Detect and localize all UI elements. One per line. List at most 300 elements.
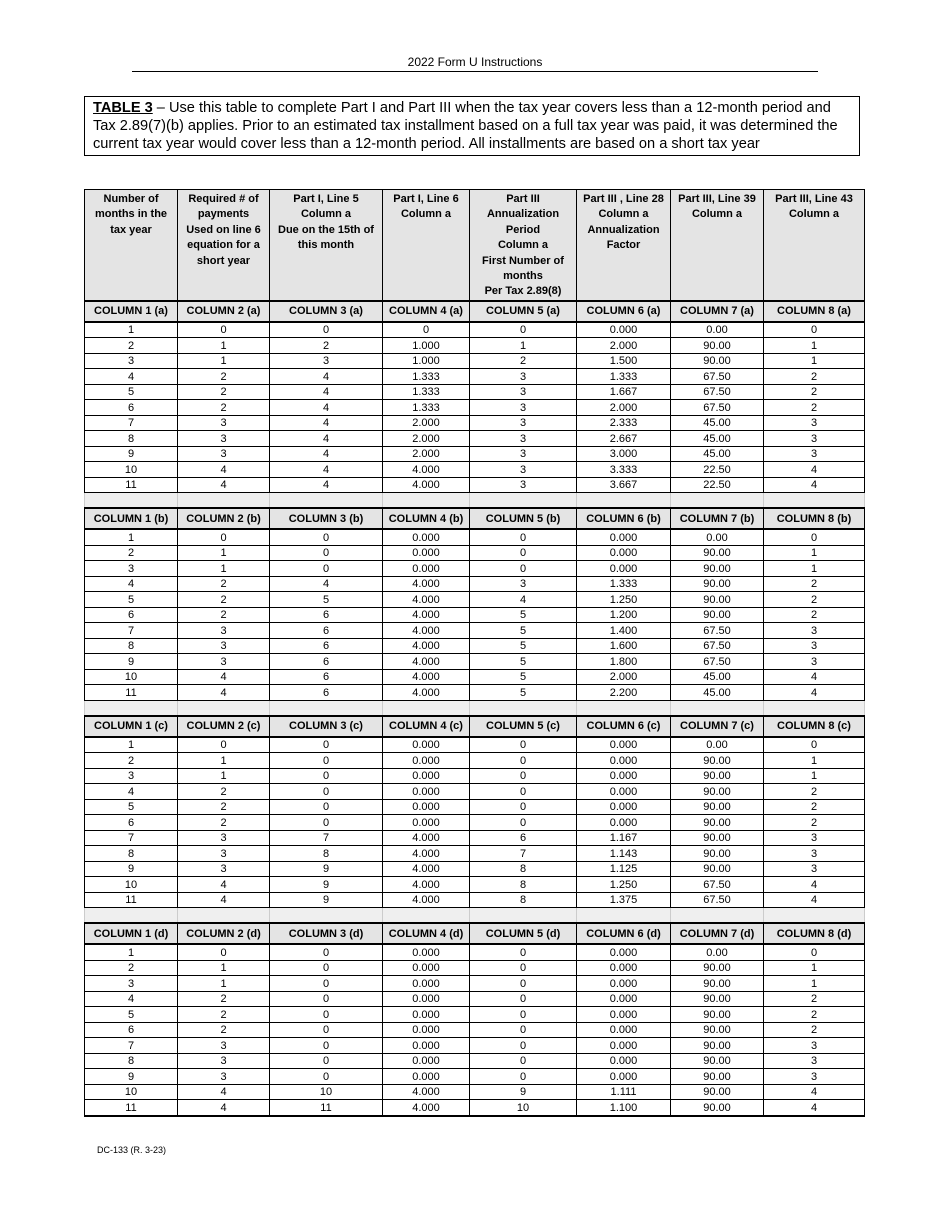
table-row [85, 607, 865, 623]
table-cell: 3 [85, 353, 178, 369]
table-cell: 3 [470, 576, 577, 592]
table-cell: 0.000 [577, 1069, 671, 1085]
table-cell: 0.00 [671, 737, 764, 753]
table-row [85, 400, 865, 416]
column-header-line: Part III, Line 39 [678, 193, 756, 205]
table-cell: 0 [270, 815, 383, 831]
table-cell: 2 [764, 991, 865, 1007]
spacer-cell [577, 700, 671, 716]
column-header-line: Annualization [587, 223, 660, 236]
table-cell: 2.000 [383, 446, 470, 462]
table-row [85, 685, 865, 701]
table-cell: 90.00 [671, 592, 764, 608]
table-cell: 2.000 [383, 415, 470, 431]
section-label-row [85, 508, 865, 529]
table-cell: 5 [85, 1007, 178, 1023]
table-row [85, 991, 865, 1007]
table-cell: 1 [764, 976, 865, 992]
table-cell: 2 [764, 1007, 865, 1023]
spacer-cell [85, 700, 178, 716]
table-cell: 4 [764, 892, 865, 908]
section-column-label: COLUMN 2 (b) [178, 508, 270, 529]
table-cell: 1.111 [577, 1084, 671, 1100]
table-cell: 45.00 [671, 685, 764, 701]
column-header-line: First Number of [482, 254, 564, 267]
table-row [85, 799, 865, 815]
table-cell: 1.400 [577, 623, 671, 639]
section-column-label: COLUMN 1 (a) [85, 301, 178, 322]
section-column-label: COLUMN 1 (c) [85, 716, 178, 737]
table-cell: 3 [764, 830, 865, 846]
table-cell: 90.00 [671, 545, 764, 561]
table-cell: 0.000 [383, 768, 470, 784]
column-header-line: Used on line 6 [186, 223, 261, 236]
table-row [85, 654, 865, 670]
table-cell: 3 [178, 623, 270, 639]
table-cell: 7 [270, 830, 383, 846]
table-cell: 1 [764, 960, 865, 976]
spacer-cell [178, 700, 270, 716]
table-row [85, 1100, 865, 1116]
table-cell: 0.000 [577, 322, 671, 338]
table-cell: 1 [85, 737, 178, 753]
table-cell: 2 [178, 799, 270, 815]
table-cell: 3 [764, 638, 865, 654]
table-cell: 3 [178, 1069, 270, 1085]
table-cell: 0 [470, 545, 577, 561]
table-cell: 1.200 [577, 607, 671, 623]
table-cell: 2.667 [577, 431, 671, 447]
table-row [85, 462, 865, 478]
table-row [85, 669, 865, 685]
column-header-line: Part III, Line 43 [775, 193, 853, 205]
table-cell: 6 [270, 623, 383, 639]
table-cell: 0.000 [577, 1053, 671, 1069]
table-cell: 1.125 [577, 861, 671, 877]
table-cell: 10 [85, 877, 178, 893]
table-cell: 1 [178, 976, 270, 992]
table-cell: 8 [470, 877, 577, 893]
table-cell: 3 [178, 654, 270, 670]
table-cell: 4 [270, 477, 383, 493]
table-row [85, 529, 865, 545]
table-3-wrapper [84, 189, 865, 1117]
table-row [85, 638, 865, 654]
table-cell: 0.00 [671, 529, 764, 545]
table-row [85, 545, 865, 561]
table-cell: 0.000 [383, 1053, 470, 1069]
section-column-label: COLUMN 8 (d) [764, 923, 865, 944]
column-header-line: Column a [400, 208, 452, 221]
table-cell: 8 [85, 846, 178, 862]
table-cell: 4.000 [383, 892, 470, 908]
table-cell: 5 [85, 799, 178, 815]
table-cell: 2.000 [383, 431, 470, 447]
table-cell: 4.000 [383, 462, 470, 478]
table-cell: 2 [178, 1007, 270, 1023]
section-column-label: COLUMN 4 (a) [383, 301, 470, 322]
section-label-row [85, 923, 865, 944]
table-cell: 6 [270, 654, 383, 670]
table-cell: 2 [85, 960, 178, 976]
table-cell: 4.000 [383, 638, 470, 654]
table-cell: 1 [470, 338, 577, 354]
table-cell: 0.000 [577, 960, 671, 976]
table-cell: 4.000 [383, 669, 470, 685]
table-cell: 0 [270, 1053, 383, 1069]
table-cell: 2 [764, 384, 865, 400]
table-cell: 5 [470, 685, 577, 701]
table-cell: 4 [270, 369, 383, 385]
column-header-line: months [503, 270, 543, 283]
table-cell: 90.00 [671, 1038, 764, 1054]
table-cell: 11 [85, 892, 178, 908]
table-cell: 10 [270, 1084, 383, 1100]
section-column-label: COLUMN 8 (c) [764, 716, 865, 737]
table-cell: 10 [85, 462, 178, 478]
table-cell: 4 [178, 669, 270, 685]
table-row [85, 784, 865, 800]
table-cell: 90.00 [671, 784, 764, 800]
table-cell: 1.333 [577, 369, 671, 385]
table-cell: 0.000 [383, 944, 470, 960]
table-cell: 6 [85, 815, 178, 831]
table-cell: 0 [764, 944, 865, 960]
table-cell: 4 [178, 1100, 270, 1116]
table-cell: 0 [178, 529, 270, 545]
table-row [85, 353, 865, 369]
table-row [85, 1084, 865, 1100]
table-cell: 10 [85, 669, 178, 685]
table-cell: 1 [178, 768, 270, 784]
section-column-label: COLUMN 5 (b) [470, 508, 577, 529]
table-cell: 90.00 [671, 768, 764, 784]
table-cell: 1.000 [383, 338, 470, 354]
table-cell: 0.000 [577, 1022, 671, 1038]
section-column-label: COLUMN 7 (b) [671, 508, 764, 529]
table-row [85, 815, 865, 831]
table-cell: 4 [178, 462, 270, 478]
column-header-line: Annualization [486, 208, 560, 221]
table-row [85, 338, 865, 354]
table-cell: 0 [470, 960, 577, 976]
table-cell: 0 [270, 1038, 383, 1054]
table-row [85, 446, 865, 462]
table-cell: 0.000 [577, 944, 671, 960]
table-cell: 0.000 [577, 799, 671, 815]
table-cell: 2 [178, 576, 270, 592]
table-row [85, 369, 865, 385]
table-cell: 6 [85, 400, 178, 416]
table-row [85, 1038, 865, 1054]
table-row [85, 1007, 865, 1023]
table-cell: 67.50 [671, 369, 764, 385]
table-cell: 5 [470, 607, 577, 623]
table-cell: 11 [270, 1100, 383, 1116]
table-row [85, 861, 865, 877]
column-header-line: Column a [598, 208, 649, 221]
table-cell: 4 [764, 1100, 865, 1116]
table-cell: 4 [85, 369, 178, 385]
column-header-line: Column a [691, 208, 743, 221]
column-header-2 [178, 190, 270, 301]
table-cell: 9 [85, 654, 178, 670]
table-cell: 22.50 [671, 477, 764, 493]
table-row [85, 1022, 865, 1038]
table-cell: 0.000 [577, 784, 671, 800]
section-column-label: COLUMN 3 (a) [270, 301, 383, 322]
table-cell: 5 [470, 638, 577, 654]
table-cell: 3 [178, 1038, 270, 1054]
table-row [85, 737, 865, 753]
table-cell: 0 [764, 737, 865, 753]
table-cell: 1 [764, 753, 865, 769]
section-column-label: COLUMN 6 (b) [577, 508, 671, 529]
table-cell: 3 [178, 415, 270, 431]
table-cell: 0 [270, 768, 383, 784]
table-cell: 0.000 [577, 815, 671, 831]
spacer-cell [270, 493, 383, 509]
table-cell: 2 [764, 576, 865, 592]
section-label-row [85, 716, 865, 737]
section-column-label: COLUMN 8 (b) [764, 508, 865, 529]
table-cell: 45.00 [671, 415, 764, 431]
table-row [85, 877, 865, 893]
table-cell: 4 [178, 892, 270, 908]
table-row [85, 384, 865, 400]
table-cell: 0 [764, 322, 865, 338]
table-cell: 90.00 [671, 1100, 764, 1116]
table-cell: 3 [764, 415, 865, 431]
table-cell: 0.000 [383, 1007, 470, 1023]
table-cell: 4 [178, 685, 270, 701]
table-cell: 2 [764, 592, 865, 608]
spacer-cell [577, 908, 671, 924]
table-cell: 2 [270, 338, 383, 354]
table-cell: 1 [764, 545, 865, 561]
table-cell: 1 [85, 529, 178, 545]
table-cell: 3 [764, 1069, 865, 1085]
table-cell: 90.00 [671, 861, 764, 877]
table-cell: 67.50 [671, 654, 764, 670]
table-cell: 2 [764, 799, 865, 815]
table-cell: 90.00 [671, 991, 764, 1007]
table-cell: 1 [178, 561, 270, 577]
column-header-line: Number of [103, 193, 159, 205]
column-header-line: Part III , Line 28 [583, 193, 664, 205]
table-cell: 0 [470, 1038, 577, 1054]
section-column-label: COLUMN 5 (a) [470, 301, 577, 322]
table-cell: 4.000 [383, 607, 470, 623]
table-cell: 4 [270, 400, 383, 416]
table-cell: 4 [270, 415, 383, 431]
spacer-cell [383, 908, 470, 924]
table-cell: 3 [764, 654, 865, 670]
table-cell: 2.000 [577, 669, 671, 685]
table-body [85, 301, 865, 1116]
table-cell: 3 [178, 1053, 270, 1069]
table-cell: 3 [764, 1038, 865, 1054]
spacer-cell [470, 908, 577, 924]
table-cell: 4 [270, 576, 383, 592]
table-cell: 1 [178, 753, 270, 769]
table-cell: 3 [85, 561, 178, 577]
table-cell: 0 [270, 322, 383, 338]
table-cell: 3 [470, 431, 577, 447]
table-cell: 1.000 [383, 353, 470, 369]
table-cell: 4 [85, 576, 178, 592]
table-cell: 1 [178, 338, 270, 354]
table-cell: 0 [470, 753, 577, 769]
spacer-cell [270, 700, 383, 716]
table-cell: 67.50 [671, 400, 764, 416]
table-cell: 0.00 [671, 322, 764, 338]
table-cell: 4.000 [383, 846, 470, 862]
section-spacer [85, 493, 865, 509]
table-intro-box [84, 96, 860, 156]
section-column-label: COLUMN 6 (d) [577, 923, 671, 944]
table-cell: 4.000 [383, 576, 470, 592]
table-row [85, 1069, 865, 1085]
table-row [85, 322, 865, 338]
table-cell: 4 [178, 877, 270, 893]
table-cell: 10 [85, 1084, 178, 1100]
table-cell: 8 [85, 1053, 178, 1069]
table-cell: 0 [270, 960, 383, 976]
table-cell: 90.00 [671, 846, 764, 862]
table-row [85, 576, 865, 592]
section-column-label: COLUMN 3 (d) [270, 923, 383, 944]
table-cell: 90.00 [671, 1053, 764, 1069]
table-cell: 4 [270, 431, 383, 447]
table-cell: 7 [470, 846, 577, 862]
table-row [85, 623, 865, 639]
table-cell: 67.50 [671, 877, 764, 893]
table-cell: 0 [470, 1007, 577, 1023]
table-cell: 3 [270, 353, 383, 369]
table-cell: 2 [178, 592, 270, 608]
table-row [85, 768, 865, 784]
table-cell: 4 [764, 462, 865, 478]
table-cell: 1.143 [577, 846, 671, 862]
table-cell: 0.000 [577, 737, 671, 753]
table-cell: 0 [270, 991, 383, 1007]
table-cell: 4.000 [383, 830, 470, 846]
table-cell: 0.000 [383, 991, 470, 1007]
table-cell: 3 [178, 638, 270, 654]
spacer-cell [764, 700, 865, 716]
table-cell: 7 [85, 1038, 178, 1054]
table-cell: 1.250 [577, 592, 671, 608]
table-cell: 90.00 [671, 976, 764, 992]
table-cell: 2 [85, 753, 178, 769]
section-column-label: COLUMN 2 (d) [178, 923, 270, 944]
table-cell: 3 [178, 431, 270, 447]
table-cell: 5 [470, 654, 577, 670]
column-header-5 [470, 190, 577, 301]
table-cell: 3 [85, 976, 178, 992]
table-cell: 3 [764, 431, 865, 447]
table-cell: 0 [470, 529, 577, 545]
table-cell: 2 [178, 784, 270, 800]
table-cell: 4.000 [383, 685, 470, 701]
table-cell: 2 [178, 1022, 270, 1038]
table-row [85, 830, 865, 846]
table-cell: 3.667 [577, 477, 671, 493]
table-cell: 4 [470, 592, 577, 608]
table-cell: 90.00 [671, 799, 764, 815]
column-header-line: Per Tax 2.89(8) [484, 285, 562, 298]
table-cell: 45.00 [671, 431, 764, 447]
table-cell: 0 [470, 944, 577, 960]
table-cell: 0.000 [383, 753, 470, 769]
spacer-cell [764, 493, 865, 509]
table-cell: 90.00 [671, 338, 764, 354]
table-cell: 1.667 [577, 384, 671, 400]
table-cell: 1.375 [577, 892, 671, 908]
section-column-label: COLUMN 2 (a) [178, 301, 270, 322]
table-cell: 2.000 [577, 338, 671, 354]
table-cell: 4 [178, 477, 270, 493]
table-cell: 2 [764, 784, 865, 800]
table-cell: 0 [470, 815, 577, 831]
table-cell: 3 [178, 846, 270, 862]
table-cell: 1 [178, 545, 270, 561]
spacer-cell [85, 908, 178, 924]
table-cell: 2.200 [577, 685, 671, 701]
spacer-cell [764, 908, 865, 924]
table-cell: 0 [764, 529, 865, 545]
table-cell: 90.00 [671, 1084, 764, 1100]
table-cell: 2 [178, 607, 270, 623]
section-column-label: COLUMN 7 (d) [671, 923, 764, 944]
table-cell: 9 [85, 861, 178, 877]
table-cell: 5 [470, 669, 577, 685]
table-cell: 0.000 [577, 768, 671, 784]
table-cell: 1 [764, 353, 865, 369]
table-cell: 11 [85, 477, 178, 493]
column-header-line: Required # of [188, 193, 259, 205]
table-intro-text: – Use this table to complete Part I and Part III when the tax year covers less than a 12-month period and Tax 2.89(7)(b) applies. Prior to an estimated tax installment based on a full tax year was paid, it was determined the current tax year would cover less than a 12-month period. All installments are based on a short tax year [93, 100, 838, 153]
table-cell: 5 [270, 592, 383, 608]
table-cell: 0.000 [383, 545, 470, 561]
table-cell: 4 [764, 1084, 865, 1100]
spacer-cell [383, 700, 470, 716]
section-column-label: COLUMN 1 (b) [85, 508, 178, 529]
table-row [85, 892, 865, 908]
table-cell: 4.000 [383, 861, 470, 877]
section-column-label: COLUMN 4 (b) [383, 508, 470, 529]
table-cell: 1.600 [577, 638, 671, 654]
column-header-line: Factor [606, 239, 641, 252]
table-cell: 4.000 [383, 654, 470, 670]
column-header-line: Period [505, 223, 541, 236]
section-column-label: COLUMN 7 (a) [671, 301, 764, 322]
table-cell: 6 [85, 1022, 178, 1038]
section-column-label: COLUMN 6 (c) [577, 716, 671, 737]
column-header-line: equation for a [187, 239, 260, 252]
column-header-line: short year [196, 254, 251, 267]
table-cell: 90.00 [671, 576, 764, 592]
table-cell: 0 [270, 545, 383, 561]
table-3 [84, 189, 865, 1117]
table-cell: 90.00 [671, 353, 764, 369]
table-cell: 9 [85, 446, 178, 462]
table-cell: 3 [178, 861, 270, 877]
table-row [85, 846, 865, 862]
form-code: DC-133 (R. 3-23) [97, 1145, 167, 1155]
table-cell: 0.000 [383, 1038, 470, 1054]
